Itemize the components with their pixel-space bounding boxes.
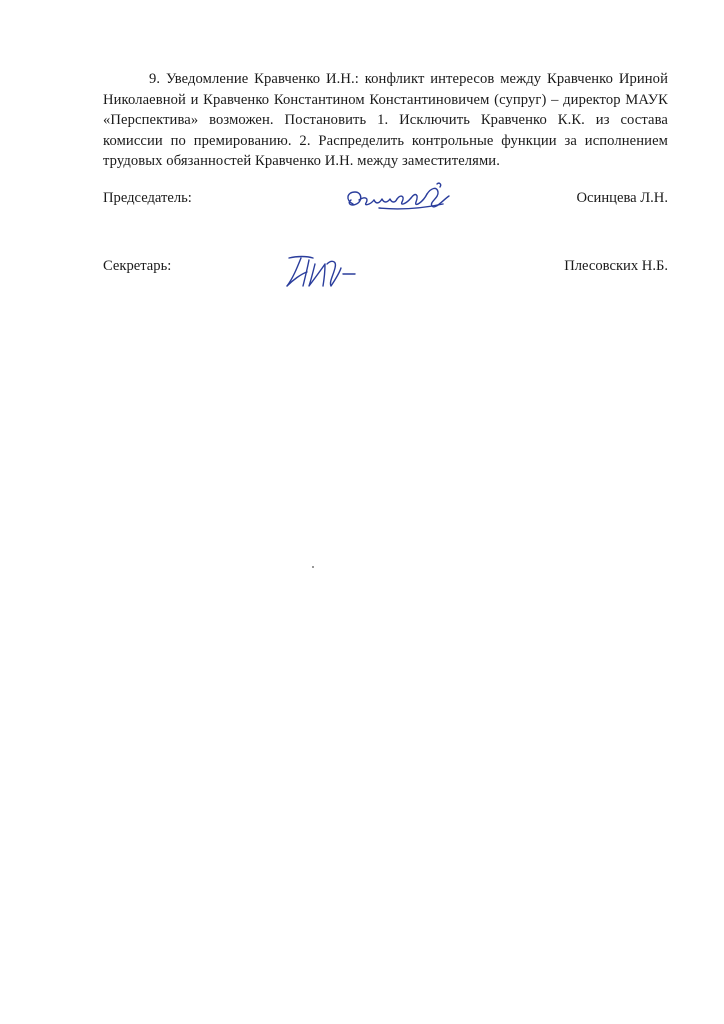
chair-name: Осинцева Л.Н. <box>576 190 668 206</box>
secretary-handwritten-signature <box>279 250 369 294</box>
agenda-item-9-text: 9. Уведомление Кравченко И.Н.: конфликт интересов между Кравченко Ириной Николаевной и Кравченко Константином Константиновичем (супруг) – директор МАУК «Перспектива» возможен. Постановить 1. Исключить Кравченко К.К. из состава комиссии по премированию. 2. Распределить контрольные функции за исполнением трудовых обязанностей Кравченко И.Н. между заместителями. <box>103 71 668 169</box>
chair-signature-block <box>103 190 668 230</box>
secretary-name: Плесовских Н.Б. <box>564 258 668 274</box>
secretary-signature-block <box>103 258 668 298</box>
chair-handwritten-signature <box>339 178 459 222</box>
scan-speck <box>312 566 314 568</box>
chair-role-label: Председатель: <box>103 190 192 206</box>
secretary-role-label: Секретарь: <box>103 258 172 274</box>
